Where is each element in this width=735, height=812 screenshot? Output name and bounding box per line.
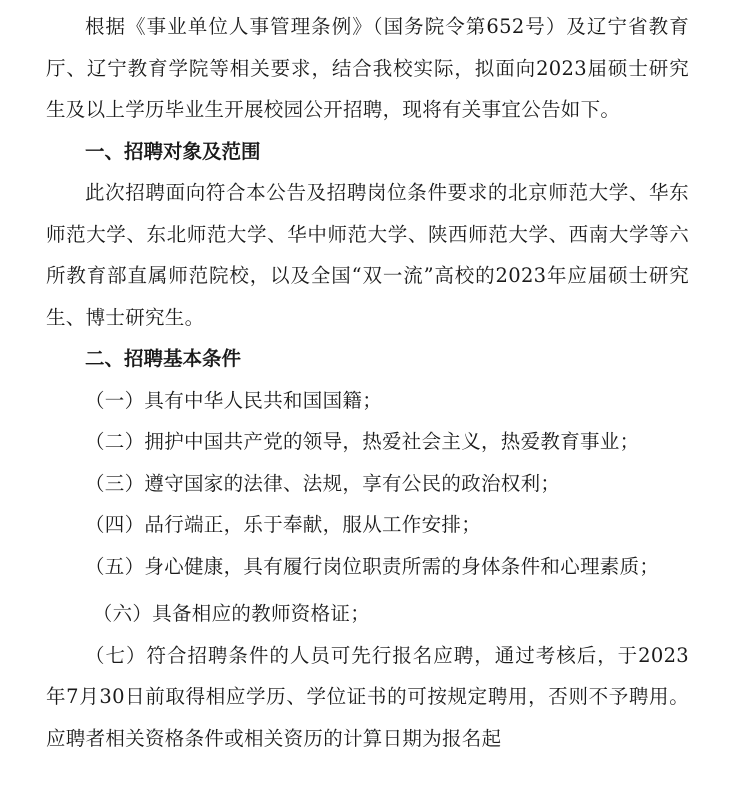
section-1-heading: 一、招聘对象及范围: [85, 139, 261, 163]
condition-item-7: （七）符合招聘条件的人员可先行报名应聘，通过考核后，于2023年7月30日前取得相应学历、学位证书的可按规定聘用，否则不予聘用。应聘者相关资格条件或相关资历的计算日期为报名起: [46, 643, 689, 750]
condition-item-6: （六）具备相应的教师资格证；: [92, 602, 370, 625]
condition-item-4: （四）品行端正，乐于奉献，服从工作安排；: [85, 513, 482, 536]
condition-item-5: （五）身心健康，具有履行岗位职责所需的身体条件和心理素质；: [85, 554, 660, 578]
condition-item-3: （三）遵守国家的法律、法规，享有公民的政治权利；: [85, 471, 561, 495]
condition-item-2: （二）拥护中国共产党的领导，热爱社会主义，热爱教育事业；: [85, 430, 640, 453]
section-1-body: 此次招聘面向符合本公告及招聘岗位条件要求的北京师范大学、华东师范大学、东北师范大学、华中师范大学、陕西师范大学、西南大学等六所教育部直属师范院校，以及全国“双一流”高校的2023年应届硕士研究生、博士研究生。: [46, 181, 689, 329]
condition-item-1: （一）具有中华人民共和国国籍；: [85, 388, 383, 412]
section-2-heading: 二、招聘基本条件: [85, 347, 242, 370]
intro-paragraph: 根据《事业单位人事管理条例》（国务院令第652号）及辽宁省教育厅、辽宁教育学院等相关要求，结合我校实际，拟面向2023届硕士研究生及以上学历毕业生开展校园公开招聘，现将有关事宜公告如下。: [46, 15, 689, 121]
